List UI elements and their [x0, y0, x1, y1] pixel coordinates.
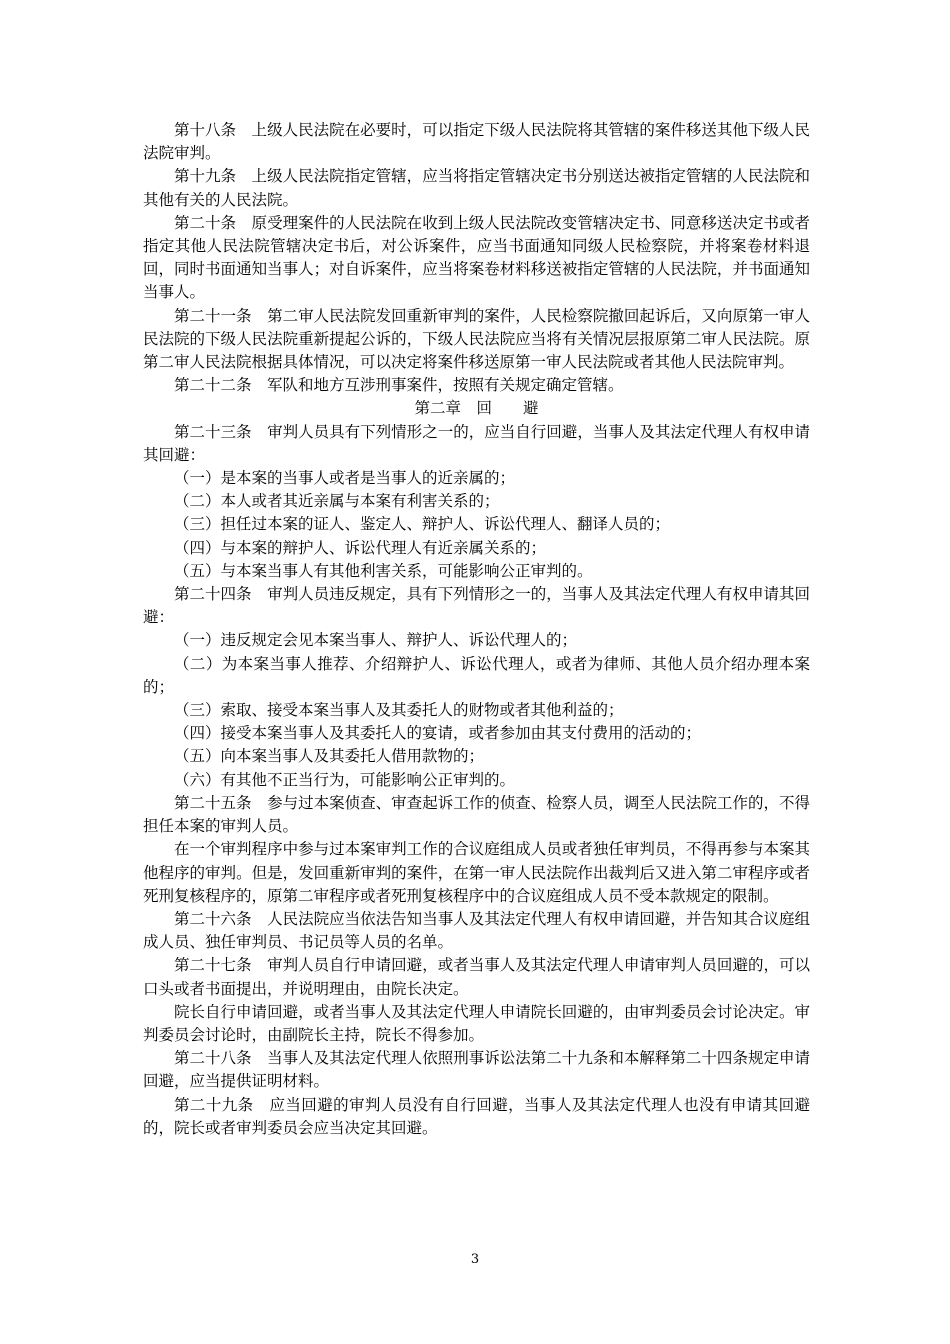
paragraph-article-24: 第二十四条 审判人员违反规定，具有下列情形之一的，当事人及其法定代理人有权申请其回避：	[143, 585, 810, 627]
list-item-24-5: （五）向本案当事人及其委托人借用款物的；	[174, 747, 485, 766]
list-item-23-4: （四）与本案的辩护人、诉讼代理人有近亲属关系的；	[174, 538, 547, 557]
list-item-23-5: （五）与本案当事人有其他利害关系，可能影响公正审判的。	[174, 561, 593, 580]
paragraph-article-25: 第二十五条 参与过本案侦查、审查起诉工作的侦查、检察人员，调至人民法院工作的，不得担任本案的审判人员。	[143, 793, 810, 836]
paragraph-article-19: 第十九条 上级人民法院指定管辖，应当将指定管辖决定书分别送达被指定管辖的人民法院和其他有关的人民法院。	[143, 167, 810, 209]
paragraph-article-26: 第二十六条 人民法院应当依法告知当事人及其法定代理人有权申请回避，并告知其合议庭组成人员、独任审判员、书记员等人员的名单。	[143, 909, 810, 952]
paragraph-article-22: 第二十二条 军队和地方互涉刑事案件，按照有关规定确定管辖。	[174, 376, 624, 395]
list-item-24-6: （六）有其他不正当行为，可能影响公正审判的。	[174, 770, 516, 789]
paragraph-article-21: 第二十一条 第二审人民法院发回重新审判的案件，人民检察院撤回起诉后，又向原第一审人民法院的下级人民法院重新提起公诉的，下级人民法院应当将有关情况层报原第二审人民法院。原第二审人民法院根据具体情况，可以决定将案件移送原第一审人民法院或者其他人民法院审判。	[143, 306, 810, 372]
paragraph-article-27: 第二十七条 审判人员自行申请回避，或者当事人及其法定代理人申请审判人员回避的，可以口头或者书面提出，并说明理由，由院长决定。	[143, 956, 810, 998]
list-item-24-2: （二）为本案当事人推荐、介绍辩护人、诉讼代理人，或者为律师、其他人员介绍办理本案的；	[143, 654, 810, 696]
paragraph-article-25-2: 在一个审判程序中参与过本案审判工作的合议庭组成人员或者独任审判员，不得再参与本案其他程序的审判。但是，发回重新审判的案件，在第一审人民法院作出裁判后又进入第二审程序或者死刑复核程序的，原第二审程序或者死刑复核程序中的合议庭组成人员不受本款规定的限制。	[143, 840, 810, 905]
list-item-24-1: （一）违反规定会见本案当事人、辩护人、诉讼代理人的；	[174, 631, 578, 650]
list-item-24-3: （三）索取、接受本案当事人及其委托人的财物或者其他利益的；	[174, 701, 624, 720]
list-item-24-4: （四）接受本案当事人及其委托人的宴请，或者参加由其支付费用的活动的；	[174, 724, 702, 743]
paragraph-article-29: 第二十九条 应当回避的审判人员没有自行回避，当事人及其法定代理人也没有申请其回避的，院长或者审判委员会应当决定其回避。	[143, 1095, 810, 1137]
page-number: 3	[470, 1252, 480, 1267]
paragraph-article-23: 第二十三条 审判人员具有下列情形之一的，应当自行回避，当事人及其法定代理人有权申请其回避：	[143, 422, 810, 464]
paragraph-article-28: 第二十八条 当事人及其法定代理人依照刑事诉讼法第二十九条和本解释第二十四条规定申请回避，应当提供证明材料。	[143, 1049, 810, 1091]
paragraph-article-27-2: 院长自行申请回避，或者当事人及其法定代理人申请院长回避的，由审判委员会讨论决定。审判委员会讨论时，由副院长主持，院长不得参加。	[143, 1002, 810, 1044]
list-item-23-3: （三）担任过本案的证人、鉴定人、辩护人、诉讼代理人、翻译人员的；	[174, 515, 671, 534]
paragraph-article-20: 第二十条 原受理案件的人民法院在收到上级人民法院改变管辖决定书、同意移送决定书或者指定其他人民法院管辖决定书后，对公诉案件，应当书面通知同级人民检察院，并将案卷材料退回，同时书面通知当事人；对自诉案件，应当将案卷材料移送被指定管辖的人民法院，并书面通知当事人。	[143, 213, 810, 302]
document-body	[143, 119, 810, 1140]
paragraph-article-18: 第十八条 上级人民法院在必要时，可以指定下级人民法院将其管辖的案件移送其他下级人民法院审判。	[143, 121, 810, 163]
list-item-23-2: （二）本人或者其近亲属与本案有利害关系的；	[174, 492, 500, 511]
list-item-23-1: （一）是本案的当事人或者是当事人的近亲属的；	[174, 469, 516, 488]
chapter-heading: 第二章 回 避	[414, 399, 539, 418]
